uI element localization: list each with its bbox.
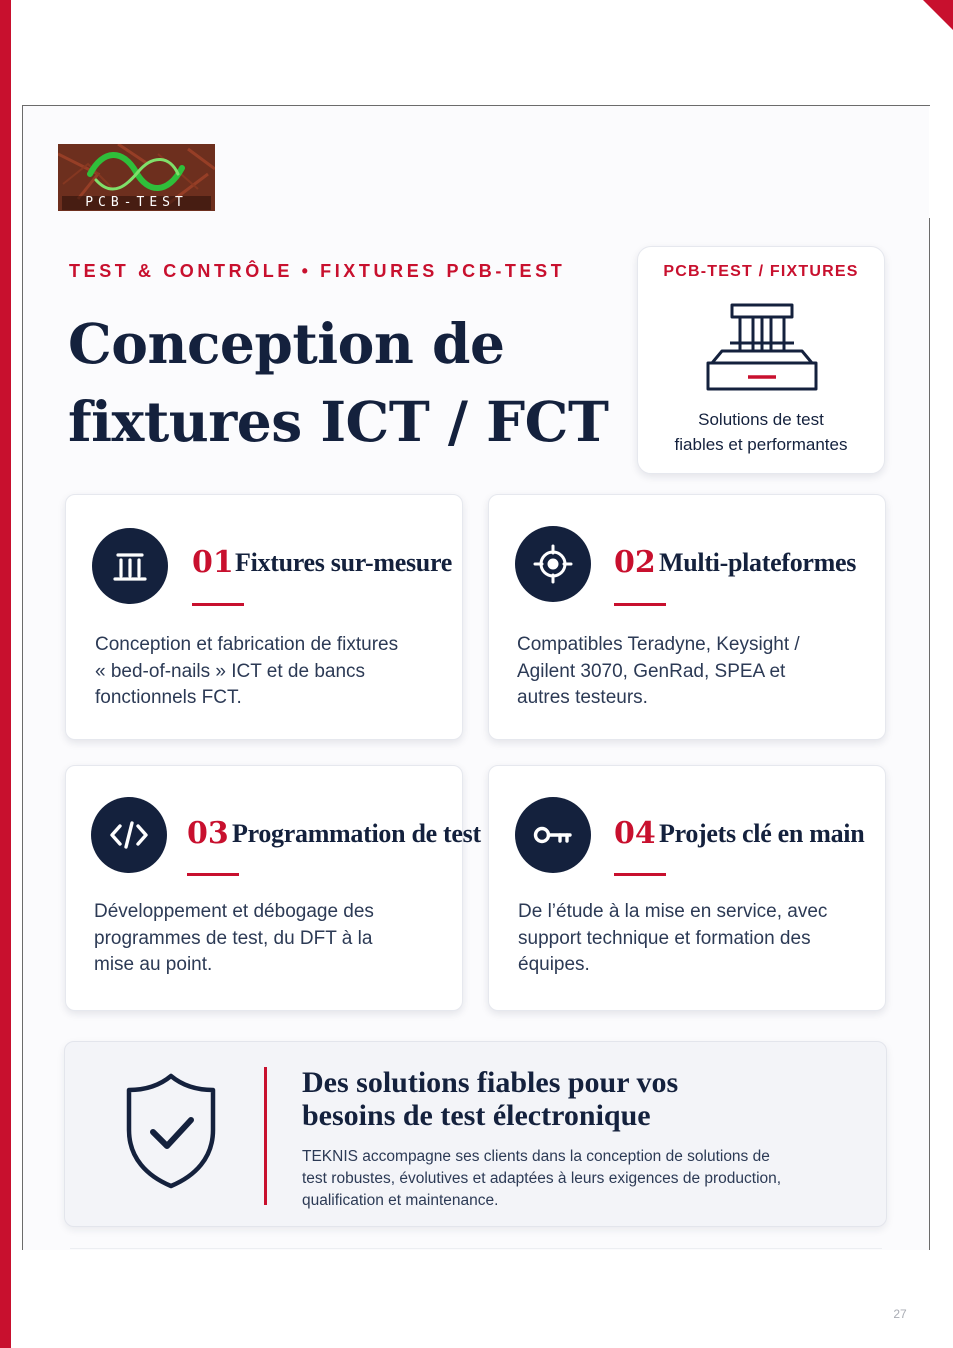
- card-text-line: Agilent 3070, GenRad, SPEA et: [517, 660, 786, 682]
- page-title-line-2: fixtures ICT / FCT: [68, 389, 609, 454]
- summary-title: [302, 1066, 862, 1132]
- pcb-test-logo: [58, 144, 215, 211]
- card-description: [95, 632, 398, 712]
- crosshair-icon: [515, 526, 591, 602]
- summary-text-line: qualification et maintenance.: [302, 1192, 499, 1209]
- frame-border-right: [929, 218, 930, 1250]
- card-divider: [187, 873, 239, 876]
- summary-divider: [264, 1067, 267, 1205]
- card-number: 01: [192, 545, 234, 580]
- card-divider: [192, 603, 244, 606]
- feature-card-03: [65, 765, 481, 1011]
- summary-text-line: TEKNIS accompagne ses clients dans la conception de solutions de: [302, 1148, 770, 1165]
- card-description: [94, 899, 374, 979]
- summary-title-line-2: besoins de test électronique: [302, 1099, 651, 1132]
- card-text-line: autres testeurs.: [517, 687, 648, 708]
- card-text-line: Développement et débogage des: [94, 901, 374, 922]
- card-title: Programmation de test: [232, 819, 481, 848]
- card-text-line: programmes de test, du DFT à la: [94, 927, 373, 949]
- logo-text: PCB-TEST: [62, 196, 211, 210]
- card-description: [518, 899, 827, 979]
- shield-check-icon: [125, 1072, 217, 1195]
- summary-text-line: test robustes, évolutives et adaptées à leurs exigences de production,: [302, 1170, 782, 1187]
- code-icon: [91, 797, 167, 873]
- card-text-line: support technique et formation des: [518, 927, 811, 949]
- test-fixture-icon: [704, 299, 820, 398]
- summary-card: [64, 1041, 887, 1227]
- badge-label: PCB-TEST / FIXTURES: [663, 263, 859, 280]
- card-divider: [614, 603, 666, 606]
- page-title: [68, 305, 628, 461]
- feature-card-04: [488, 765, 886, 1011]
- card-description: [517, 632, 800, 712]
- card-text-line: Compatibles Teradyne, Keysight /: [517, 634, 800, 655]
- card-text-line: Conception et fabrication de fixtures: [95, 634, 399, 655]
- card-number: 04: [614, 816, 656, 851]
- card-number: 03: [187, 816, 229, 851]
- card-text-line: « bed-of-nails » ICT et de bancs: [95, 660, 366, 682]
- page-title-line-1: Conception de: [68, 311, 505, 376]
- card-text-line: mise au point.: [94, 954, 213, 975]
- card-text-line: fonctionnels FCT.: [95, 687, 242, 708]
- card-title: Fixtures sur-mesure: [235, 548, 452, 577]
- card-text-line: équipes.: [518, 954, 590, 975]
- bed-of-nails-icon: [92, 528, 168, 604]
- feature-card-02: [488, 494, 886, 740]
- card-title: Multi-plateformes: [659, 548, 857, 577]
- summary-title-line-1: Des solutions fiables pour vos: [302, 1066, 679, 1099]
- feature-card-01: [65, 494, 463, 740]
- footer-divider: [70, 1248, 882, 1249]
- card-text-line: De l’étude à la mise en service, avec: [518, 901, 828, 922]
- card-title: Projets clé en main: [659, 819, 865, 848]
- key-icon: [515, 797, 591, 873]
- summary-text: [302, 1146, 822, 1212]
- badge-text-line-1: Solutions de test: [698, 410, 824, 429]
- page-number: 27: [893, 1307, 907, 1321]
- badge-card: [637, 246, 885, 474]
- corner-accent: [923, 0, 953, 30]
- badge-text: [638, 407, 884, 457]
- left-accent-bar: [0, 0, 11, 1348]
- section-kicker: TEST & CONTRÔLE • FIXTURES PCB-TEST: [69, 261, 566, 281]
- card-number: 02: [614, 545, 656, 580]
- card-divider: [614, 873, 666, 876]
- badge-text-line-2: fiables et performantes: [674, 435, 848, 454]
